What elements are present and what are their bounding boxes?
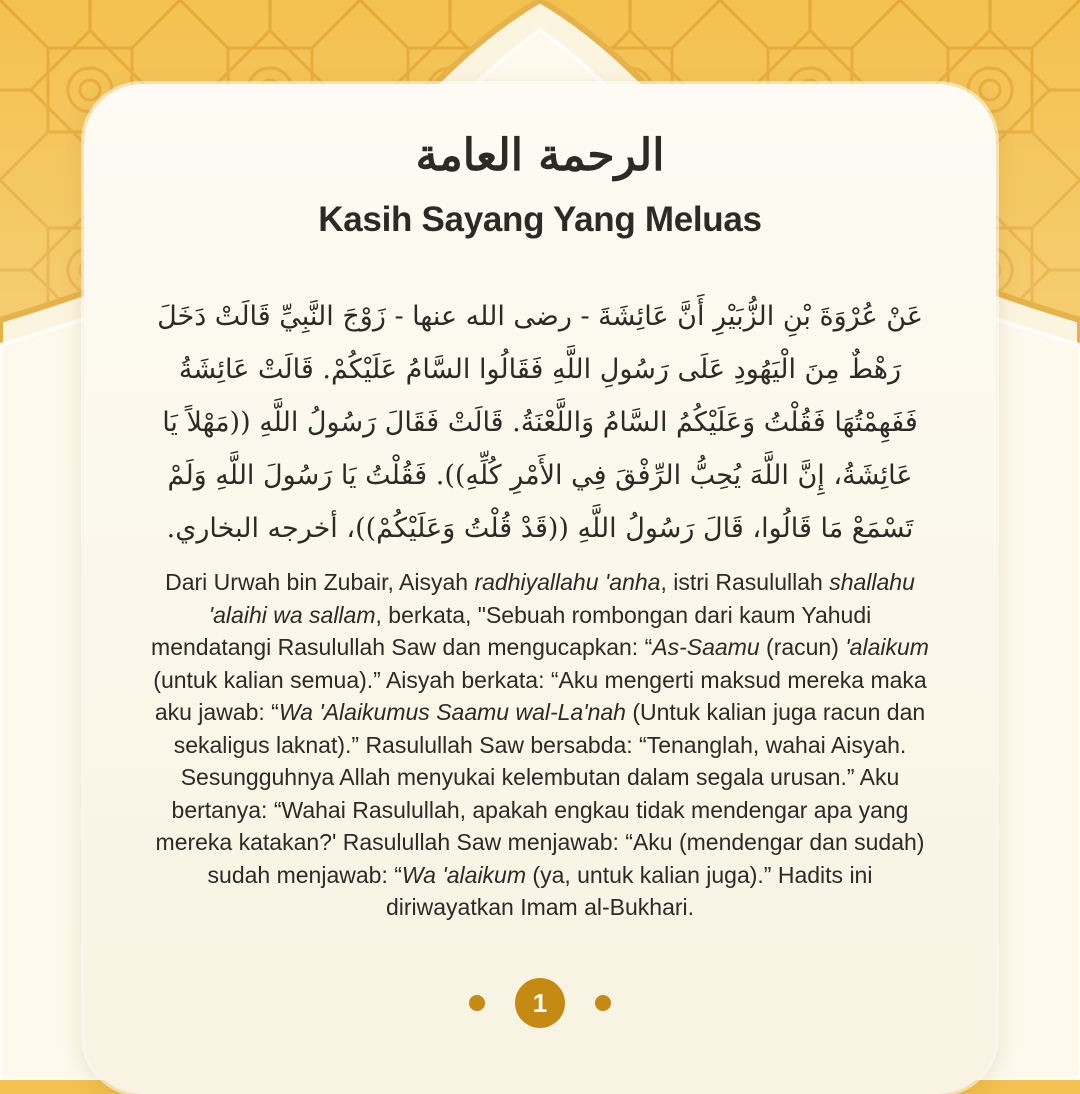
previous-page-dot[interactable] — [469, 995, 485, 1011]
translation-text: (ya, untuk kalian juga).” Hadits ini diriwayatkan Imam al-Bukhari. — [385, 861, 873, 920]
title-arabic: الرحمة العامة — [415, 130, 665, 181]
translation-italic: Wa 'alaikum — [401, 861, 527, 888]
translation-italic: 'alaikum — [845, 634, 929, 660]
hadith-translation — [150, 566, 930, 924]
current-page-number: 1 — [515, 978, 565, 1028]
translation-italic: radhiyallahu 'anha — [474, 569, 661, 595]
translation-italic: Wa 'Alaikumus Saamu wal-La'nah — [278, 699, 626, 725]
translation-text: (racun) — [759, 634, 846, 660]
hadith-arabic-text: عَنْ عُرْوَةَ بْنِ الزُّبَيْرِ أَنَّ عَائِشَةَ - رضى الله عنها - زَوْجَ النَّبِيِّ قَالَتْ دَخَلَ رَهْطٌ مِنَ الْيَهُودِ عَلَى رَسُولِ اللَّهِ فَقَالُوا السَّامُ عَلَيْكُمْ. قَالَتْ عَائِشَةُ فَفَهِمْتُهَا فَقُلْتُ وَعَلَيْكُمُ السَّامُ وَاللَّعْنَةُ. قَالَتْ فَقَالَ رَسُولُ اللَّهِ ((مَهْلاً يَا عَائِشَةُ، إِنَّ اللَّهَ يُحِبُّ الرِّفْقَ فِي الأَمْرِ كُلِّهِ)). فَقُلْتُ يَا رَسُولَ اللَّهِ وَلَمْ تَسْمَعْ مَا قَالُوا، قَالَ رَسُولُ اللَّهِ ((قَدْ قُلْتُ وَعَلَيْكُمْ))، أخرجه البخاري. — [157, 301, 923, 544]
translation-text: (Untuk kalian juga racun dan sekaligus laknat).” Rasulullah Saw bersabda: “Tenanglah, wahai Aisyah. Sesungguhnya Allah menyukai kelembutan dalam segala urusan.” Aku bertanya: “Wahai Rasulullah, apakah engkau tidak mendengar apa yang mereka katakan?' Rasulullah Saw menjawab: “Aku (mendengar dan sudah) sudah menjawab: “ — [155, 699, 926, 888]
translation-text: (untuk kalian semua).” Aisyah berkata: “Aku mengerti maksud mereka maka aku jawab: “ — [153, 666, 927, 725]
page-indicator — [0, 978, 1080, 1028]
next-page-dot[interactable] — [595, 995, 611, 1011]
title-indonesian: Kasih Sayang Yang Meluas — [318, 200, 762, 239]
translation-italic: As-Saamu — [652, 634, 760, 660]
translation-italic: shallahu 'alaihi wa sallam — [208, 569, 915, 628]
translation-text: , istri Rasulullah — [660, 569, 830, 595]
translation-text: , berkata, "Sebuah rombongan dari kaum Yahudi mendatangi Rasulullah Saw dan mengucapkan: “ — [151, 601, 872, 660]
translation-text: Dari Urwah bin Zubair, Aisyah — [165, 569, 475, 595]
